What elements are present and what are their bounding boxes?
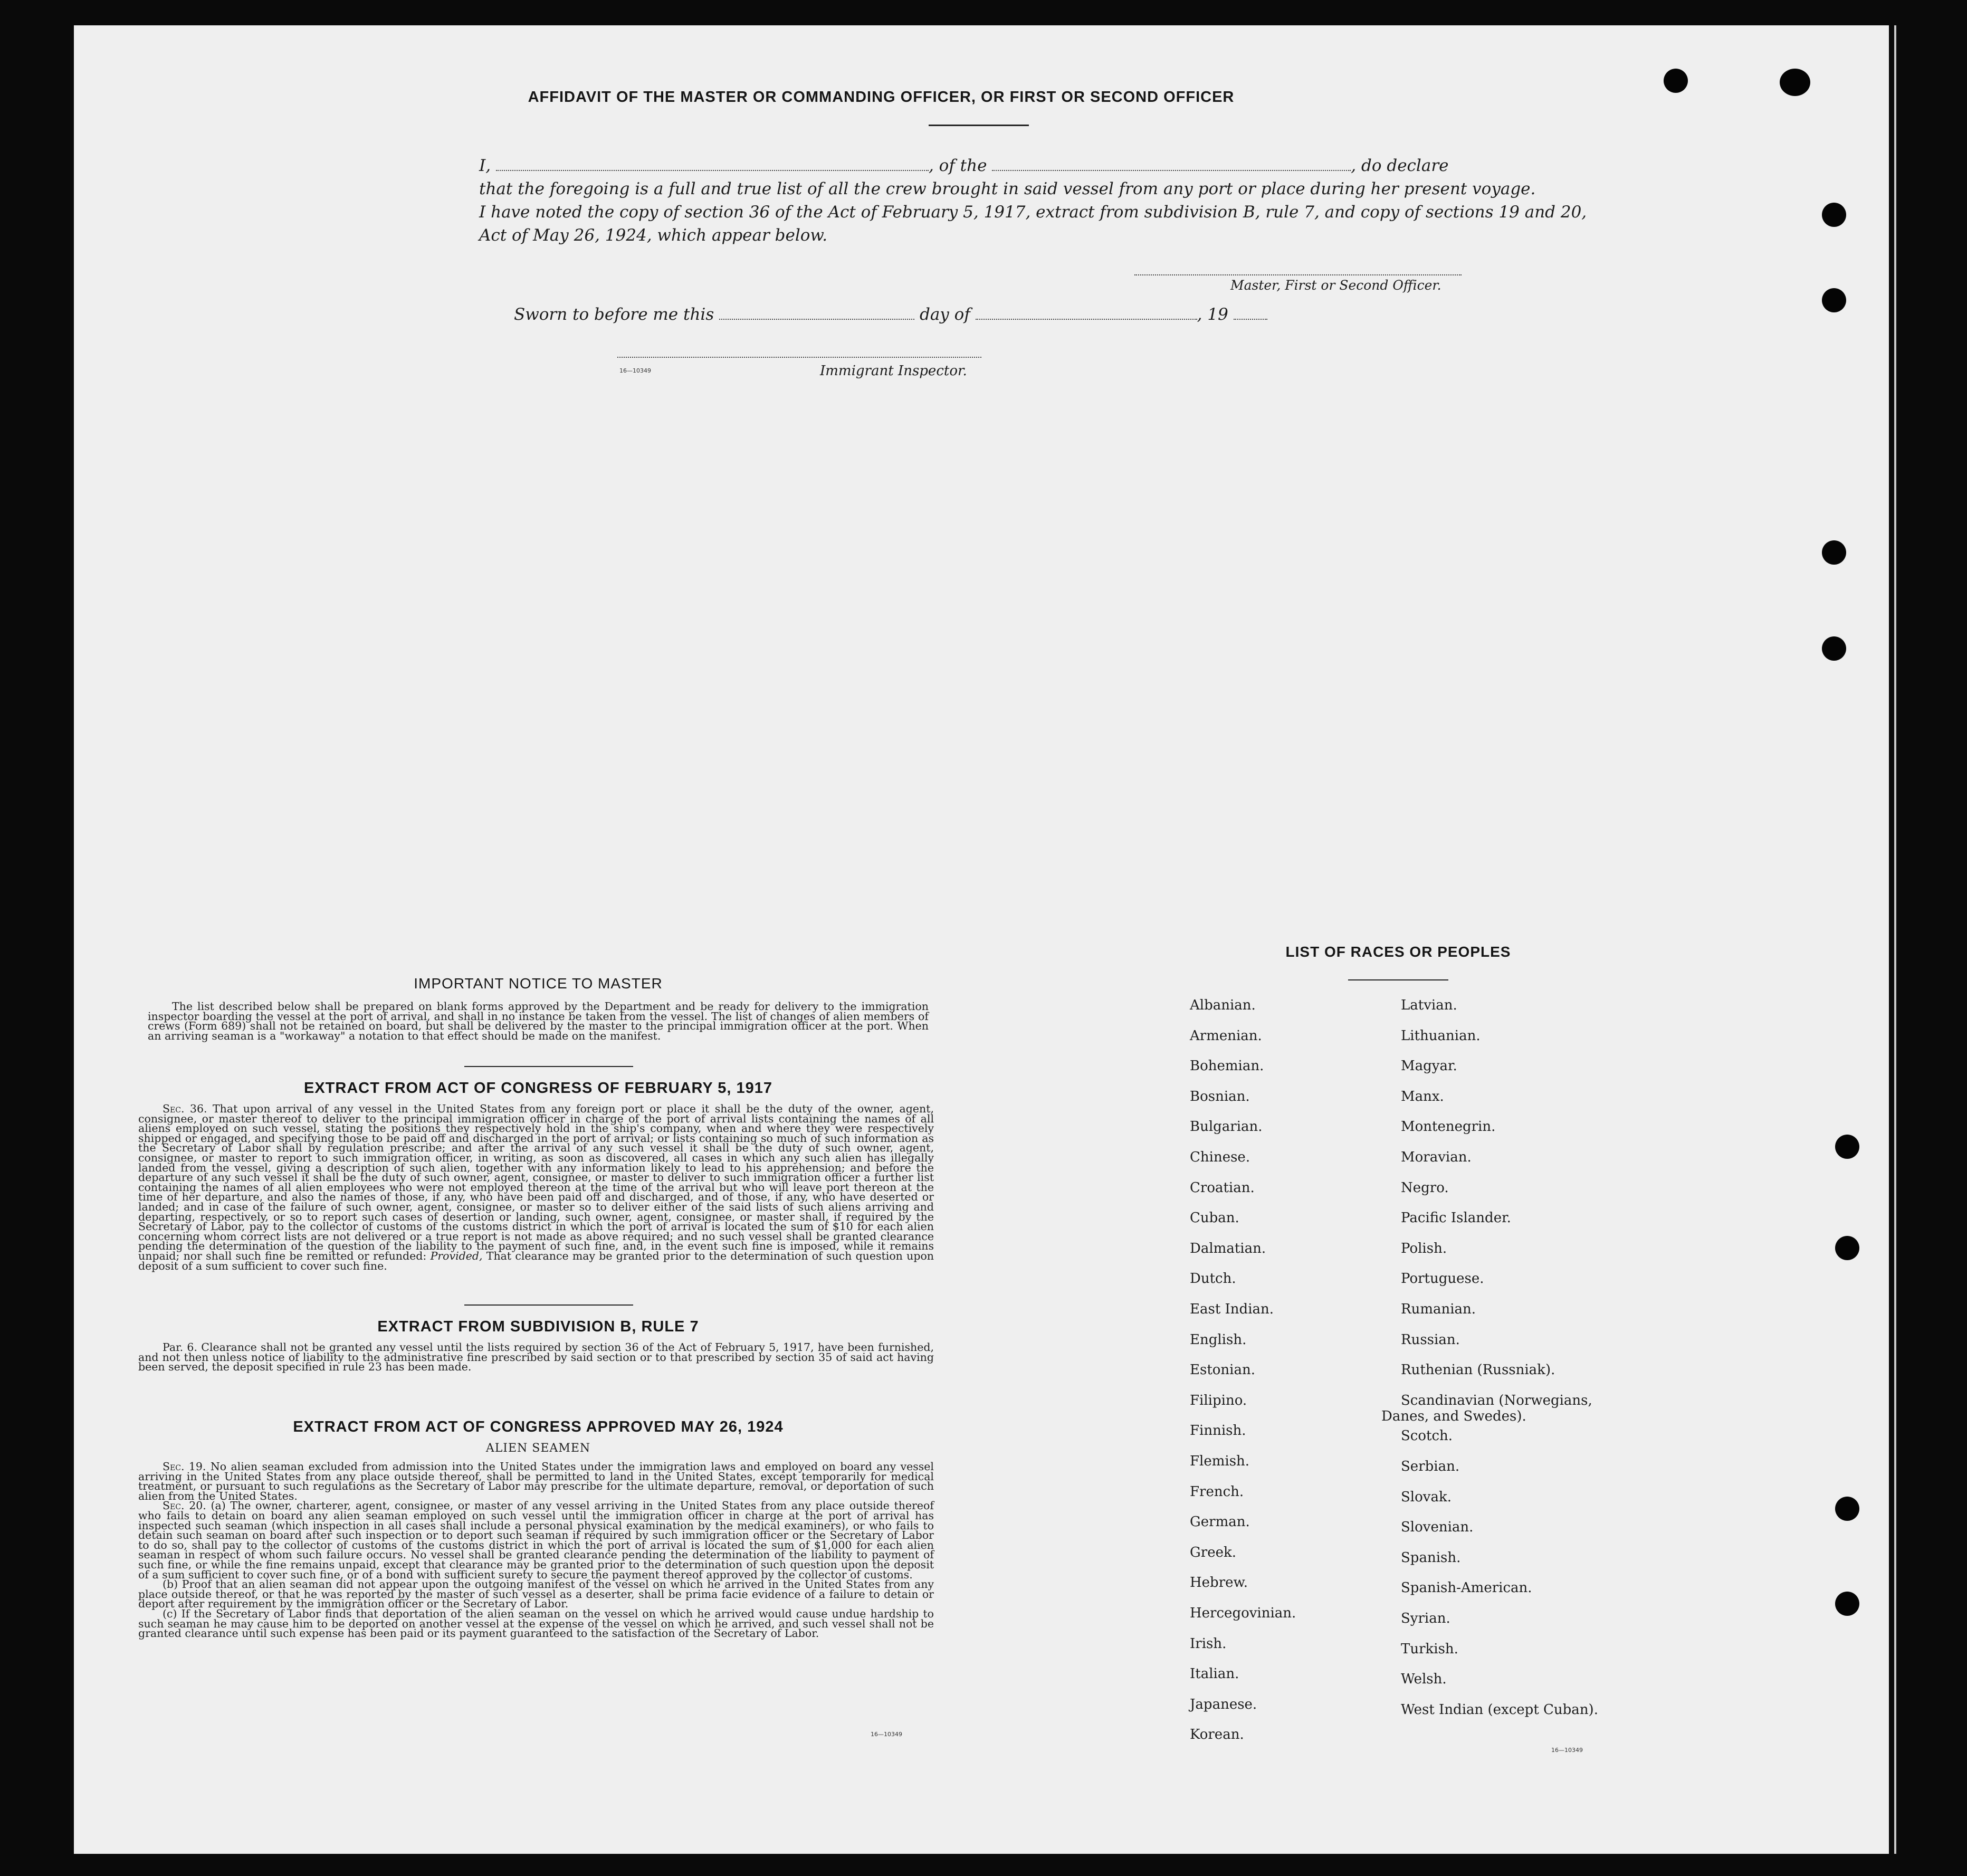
binder-hole-icon [1664, 69, 1688, 93]
race-item: Portuguese. [1401, 1271, 1484, 1287]
extract-1924-subtitle: ALIEN SEAMEN [485, 1442, 591, 1455]
race-item: Manx. [1401, 1088, 1444, 1104]
race-item: Armenian. [1190, 1027, 1262, 1044]
master-signature-blank-field[interactable] [1134, 271, 1462, 275]
race-item: Syrian. [1401, 1611, 1450, 1626]
races-title: LIST OF RACES OR PEOPLES [1285, 944, 1511, 960]
race-item: Slovak. [1401, 1489, 1452, 1505]
race-item: Spanish-American. [1401, 1580, 1532, 1596]
affidavit-act-line: Act of May 26, 1924, which appear below. [479, 226, 828, 245]
affidavit-title-rule [929, 125, 1029, 126]
races-title-rule [1348, 979, 1448, 980]
sworn-date-blank-field[interactable] [719, 316, 914, 320]
race-item: English. [1190, 1331, 1247, 1348]
notice-text: The list described below shall be prepared on blank forms approved by the Department and be ready for delivery to the immigration inspector boarding the vessel at the port of arrival, and shall in no instance be taken from the vessel. The list of changes of alien members of crews (Form 689) shall not be retained on board, but shall be delivered by the master to the principal immigration officer at the port. When an arriving seaman is a "workaway" a notation to that effect should be made on the manifest. [148, 1000, 929, 1042]
race-item: Flemish. [1190, 1453, 1250, 1469]
race-item: Lithuanian. [1401, 1027, 1481, 1044]
race-item: Irish. [1190, 1635, 1227, 1652]
race-item: Ruthenian (Russniak). [1401, 1362, 1555, 1378]
race-item: Scotch. [1401, 1428, 1453, 1444]
sec36-text: That upon arrival of any vessel in the United States from any foreign port or place it shall be the duty of the owner, agent, consignee, or master thereof to deliver to the principal immigration officer in charge of the port of arrival lists containing the names of all aliens employed on such vessel, stating the positions they respectively hold in the ship's company, when and where they were respectively shipped or engaged, and specifying those to be paid off and discharged in the port of arrival; or lists containing so much of such information as the Secretary of Labor shall by regulation prescribe; and after the arrival of any such vessel it shall be the duty of such owner, agent, consignee, or master to report to such immigration officer, in writing, as soon as discovered, all cases in which any such alien has illegally landed from the vessel, giving a description of such alien, together with any information likely to lead to his apprehension; and before the departure of any such vessel it shall be the duty of such owner, agent, consignee, or master to deliver to such immigration officer a further list containing the names of all alien employees who were not employed thereon at the time of the arrival but who will leave port thereon at the time of her departure, and also the names of those, if any, who have been paid off and discharged, and of those, if any, who have deserted or landed; and in case of the failure of such owner, agent, consignee, or master so to deliver either of the said lists of such aliens arriving and departing, respectively, or so to report such cases of desertion or landing, such owner, agent, consignee, or master shall, if required by the Secretary of Labor, pay to the collector of customs of the customs district in which the port of arrival is located the sum of $10 for each alien concerning whom correct lists are not delivered or a true report is not made as above required; and no such vessel shall be granted clearance pending the determination of the question of the liability to the payment of such fine, and, in the event such fine is imposed, while it remains unpaid; nor shall such fine be remitted or refunded: [138, 1102, 934, 1262]
rule7-title: EXTRACT FROM SUBDIVISION B, RULE 7 [377, 1318, 699, 1335]
race-item: Dutch. [1190, 1271, 1236, 1287]
race-item: Latvian. [1401, 997, 1457, 1013]
inspector-signature-blank-field[interactable] [617, 354, 981, 358]
affidavit-i-label: I, [479, 156, 491, 175]
race-item: Welsh. [1401, 1671, 1447, 1688]
sworn-year-blank-field[interactable] [1234, 316, 1267, 320]
extract-1917-body [138, 1104, 934, 1271]
race-item: Moravian. [1401, 1149, 1472, 1165]
name-blank-field[interactable] [496, 167, 929, 171]
race-item: French. [1190, 1483, 1244, 1500]
binder-hole-icon [1835, 1497, 1859, 1521]
race-item: Rumanian. [1401, 1301, 1476, 1317]
binder-hole-icon [1835, 1236, 1859, 1260]
rule7-body [138, 1342, 934, 1372]
races-form-number: 16—10349 [1551, 1747, 1583, 1754]
race-item: Estonian. [1190, 1362, 1255, 1378]
race-item: Pacific Islander. [1401, 1210, 1511, 1226]
master-signature-label: Master, First or Second Officer. [1230, 278, 1441, 293]
sec20c-text: (c) If the Secretary of Labor finds that deportation of the alien seaman on the vessel on which he arrived would cause undue hardship to such seaman he may cause him to be deported on another vessel at the expense of the vessel on which he arrived, and such vessel shall not be granted clearance until such expense has been paid or its payment guaranteed to the satisfaction of the Secretary of Labor. [138, 1607, 934, 1640]
notice-body [148, 1002, 929, 1041]
race-item: West Indian (except Cuban). [1401, 1701, 1598, 1718]
race-item: Bosnian. [1190, 1088, 1250, 1104]
race-item: Serbian. [1401, 1459, 1460, 1474]
binder-hole-icon [1780, 69, 1810, 96]
race-item: Russian. [1401, 1331, 1460, 1348]
affidavit-of-label: , of the [928, 156, 987, 175]
race-item: Greek. [1190, 1544, 1236, 1560]
extract-1924-title: EXTRACT FROM ACT OF CONGRESS APPROVED MAY 26, 1924 [293, 1418, 784, 1435]
binder-hole-icon [1835, 1135, 1859, 1159]
extract-1917-title: EXTRACT FROM ACT OF CONGRESS OF FEBRUARY 5, 1917 [303, 1080, 773, 1097]
race-item: Polish. [1401, 1240, 1447, 1256]
vessel-blank-field[interactable] [992, 167, 1351, 171]
race-item: Montenegrin. [1401, 1119, 1496, 1135]
notice-title: IMPORTANT NOTICE TO MASTER [414, 975, 663, 992]
notice-separator [464, 1066, 633, 1067]
sec19-label: Sec. 19. [163, 1460, 206, 1473]
provided-label: Provided, [430, 1249, 483, 1262]
binder-hole-icon [1822, 540, 1846, 565]
sworn-day-label: day of [919, 305, 970, 324]
race-item: Filipino. [1190, 1392, 1247, 1408]
race-item: German. [1190, 1514, 1250, 1530]
extract-1924-body [138, 1462, 934, 1639]
inspector-label: Immigrant Inspector. [820, 363, 967, 379]
race-item: Dalmatian. [1190, 1240, 1266, 1256]
race-item: Croatian. [1190, 1179, 1255, 1196]
race-item: Slovenian. [1401, 1519, 1474, 1536]
binder-hole-icon [1822, 288, 1846, 312]
race-item: Negro. [1401, 1179, 1449, 1196]
binder-hole-icon [1822, 203, 1846, 227]
race-item: Finnish. [1190, 1423, 1246, 1439]
race-item: Spanish. [1401, 1549, 1461, 1566]
race-item: Korean. [1190, 1727, 1244, 1743]
race-item: Bohemian. [1190, 1058, 1264, 1074]
sworn-line [514, 305, 1267, 324]
race-item: Italian. [1190, 1666, 1239, 1682]
race-item: Scandinavian (Norwegians, [1401, 1392, 1592, 1408]
sec19-text: No alien seaman excluded from admission into the United States under the immigration laws and employed on board any vessel arriving in the United States from any place outside thereof, shall be permitted to land in the United States, except temporarily for medical treatment, or pursuant to such regulations as the Secretary of Labor may prescribe for the ultimate departure, removal, or deportation of such alien from the United States. [138, 1460, 934, 1502]
binder-hole-icon [1822, 636, 1846, 661]
sec36-label: Sec. 36. [163, 1102, 207, 1115]
race-item: Hebrew. [1190, 1575, 1248, 1591]
extract-1924-form-number: 16—10349 [871, 1731, 902, 1738]
race-item: East Indian. [1190, 1301, 1274, 1317]
rule7-text: Par. 6. Clearance shall not be granted any vessel until the lists required by section 36 of the Act of February 5, 1917, have been furnished, and not then unless notice of liability to the administrative fine prescribed by said section or to that prescribed by section 35 of said act having been served, the deposit specified in rule 23 has been made. [138, 1341, 934, 1374]
sec36-tail: That clearance may be granted prior to the determination of such question upon deposit of a sum sufficient to cover such fine. [138, 1249, 934, 1272]
race-item: Bulgarian. [1190, 1119, 1263, 1135]
extract-1917-separator [464, 1304, 633, 1306]
affidavit-sections-line: I have noted the copy of section 36 of the Act of February 5, 1917, extract from subdivision B, rule 7, and copy of sections 19 and 20, [479, 203, 1587, 222]
sec20b-text: (b) Proof that an alien seaman did not appear upon the outgoing manifest of the vessel on which he arrived in the United States from any place outside thereof, or that he was reported by the master of such vessel as a deserter, shall be prima facie evidence of a failure to detain or deport after requirement by the immigration officer or the Secretary of Labor. [138, 1578, 934, 1611]
race-item: Danes, and Swedes). [1381, 1408, 1526, 1424]
affidavit-declaration-line [479, 156, 1448, 175]
page-fold-line [1894, 25, 1896, 1854]
affidavit-form-number: 16—10349 [619, 367, 651, 374]
sworn-label: Sworn to before me this [514, 305, 714, 324]
document-page [74, 25, 1889, 1854]
race-item: Hercegovinian. [1190, 1605, 1296, 1621]
sworn-year-label: , 19 [1197, 305, 1228, 324]
race-item: Magyar. [1401, 1058, 1457, 1074]
race-item: Japanese. [1190, 1696, 1257, 1712]
affidavit-statement-line: that the foregoing is a full and true list of all the crew brought in said vessel from any port or place during her present voyage. [479, 179, 1536, 198]
binder-hole-icon [1835, 1592, 1859, 1616]
race-item: Albanian. [1190, 997, 1256, 1013]
race-item: Cuban. [1190, 1210, 1239, 1226]
affidavit-declare-label: , do declare [1351, 156, 1449, 175]
sworn-month-blank-field[interactable] [976, 316, 1197, 320]
sec20-label: Sec. 20. [163, 1499, 206, 1512]
affidavit-title: AFFIDAVIT OF THE MASTER OR COMMANDING OFFICER, OR FIRST OR SECOND OFFICER [528, 89, 1235, 106]
race-item: Chinese. [1190, 1149, 1250, 1165]
sec20a-text: (a) The owner, charterer, agent, consignee, or master of any vessel arriving in the United States from any place outside thereof who fails to detain on board any alien seaman employed on such vessel until the immigration officer in charge at the port of arrival has inspected such seaman (which inspection in all cases shall include a personal physical examination by the medical examiners), or who fails to detain such seaman on board after such inspection or to deport such seaman if required by such immigration officer or the Secretary of Labor to do so, shall pay to the collector of customs of the customs district in which the port of arrival is located the sum of $1,000 for each alien seaman in respect of whom such failure occurs. No vessel shall be granted clearance pending the determination of the liability to payment of such fine, or while the fine remains unpaid, except that clearance may be granted prior to the determination of such question upon the deposit of a sum sufficient to cover such fine, or of a bond with sufficient surety to secure the payment thereof approved by the collector of customs. [138, 1499, 934, 1581]
race-item: Turkish. [1401, 1641, 1458, 1657]
